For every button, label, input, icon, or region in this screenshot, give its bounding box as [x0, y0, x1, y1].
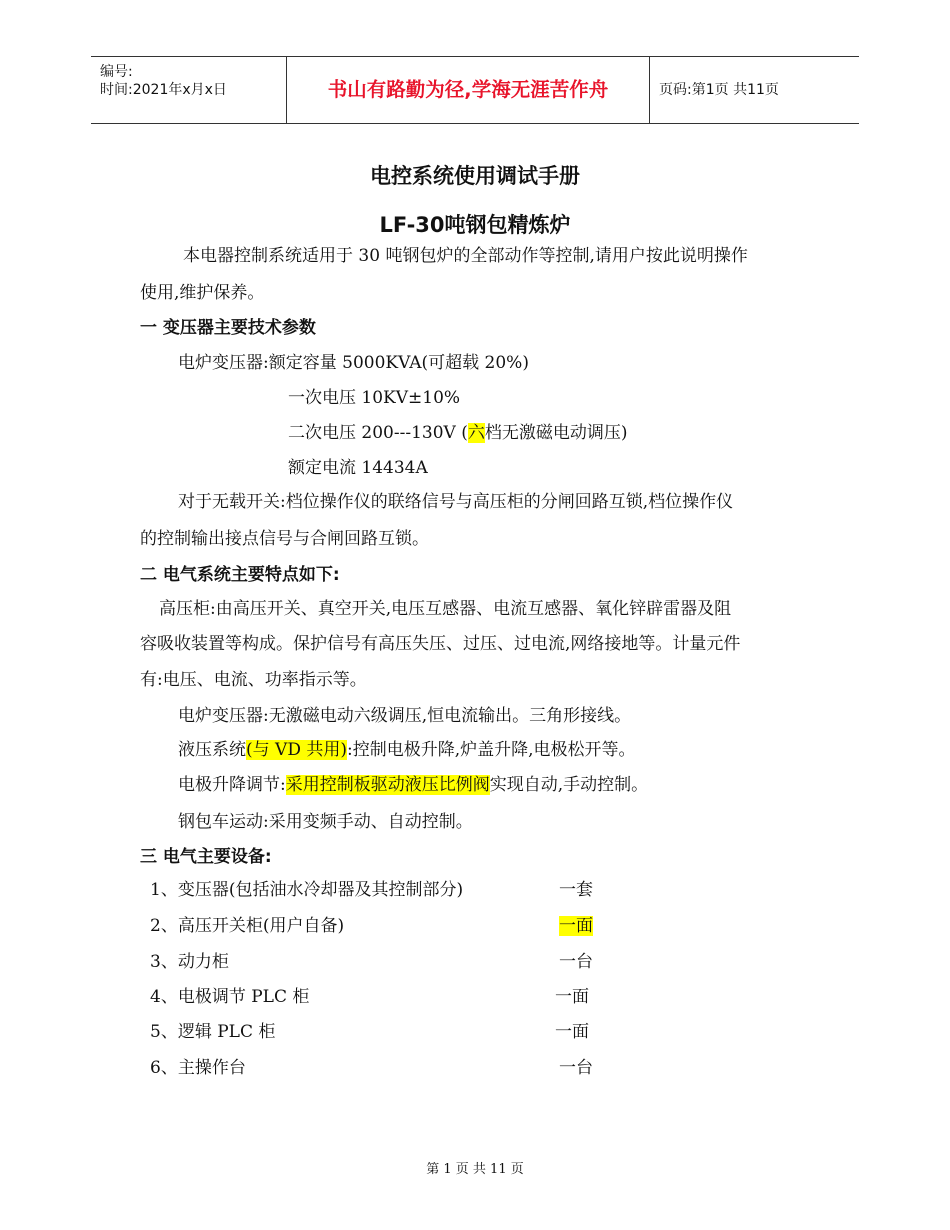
- equipment-item-name: 6、主操作台: [150, 1058, 246, 1078]
- equipment-item-name: 1、变压器(包括油水冷却器及其控制部分): [150, 880, 464, 900]
- section-3-heading: 三 电气主要设备:: [140, 847, 272, 867]
- hv-cabinet-line-3: 有:电压、电流、功率指示等。: [140, 670, 367, 690]
- document-subtitle: LF-30吨钢包精炼炉: [379, 213, 571, 237]
- intro-line-1: 本电器控制系统适用于 30 吨钢包炉的全部动作等控制,请用户按此说明操作: [183, 246, 748, 266]
- header-page-info: 页码:第1页 共11页: [659, 82, 779, 98]
- rated-current: 额定电流 14434A: [288, 458, 428, 478]
- equipment-item-name: 2、高压开关柜(用户自备): [150, 916, 345, 936]
- furnace-transformer-feature: 电炉变压器:无激磁电动六级调压,恒电流输出。三角形接线。: [178, 706, 632, 726]
- highlight-text: 六: [467, 423, 485, 443]
- header-motto: 书山有路勤为径,学海无涯苦作舟: [287, 57, 650, 123]
- highlight-text: 一面: [559, 916, 593, 936]
- secondary-voltage: 二次电压 200---130V (六档无激磁电动调压): [288, 423, 628, 443]
- equipment-item-name: 5、逻辑 PLC 柜: [150, 1022, 276, 1042]
- time-label: 时间:2021年x月x日: [100, 82, 227, 98]
- hydraulic-system-feature: 液压系统(与 VD 共用):控制电极升降,炉盖升降,电极松开等。: [178, 740, 636, 760]
- equipment-item-qty: 一套: [559, 880, 593, 900]
- equipment-item-qty: [559, 916, 593, 936]
- highlight-text: 采用控制板驱动液压比例阀: [285, 775, 490, 795]
- hv-cabinet-line-2: 容吸收装置等构成。保护信号有高压失压、过压、过电流,网络接地等。计量元件: [140, 634, 741, 654]
- no-load-switch-line-1: 对于无载开关:档位操作仪的联络信号与高压柜的分闸回路互锁,档位操作仪: [178, 492, 734, 512]
- no-load-switch-line-2: 的控制输出接点信号与合闸回路互锁。: [140, 529, 429, 549]
- primary-voltage: 一次电压 10KV±10%: [288, 388, 461, 408]
- transformer-capacity: 电炉变压器:额定容量 5000KVA(可超载 20%): [178, 353, 529, 373]
- hv-cabinet-line-1: 高压柜:由高压开关、真空开关,电压互感器、电流互感器、氧化锌辟雷器及阻: [159, 599, 732, 619]
- highlight-text: (与 VD 共用): [246, 740, 347, 760]
- equipment-item-qty: 一面: [555, 987, 589, 1007]
- code-label: 编号:: [100, 64, 133, 80]
- intro-line-2: 使用,维护保养。: [140, 283, 265, 303]
- section-1-heading: 一 变压器主要技术参数: [140, 318, 316, 338]
- document-title: 电控系统使用调试手册: [370, 164, 580, 188]
- equipment-item-qty: 一台: [559, 1058, 593, 1078]
- ladle-car-feature: 钢包车运动:采用变频手动、自动控制。: [178, 812, 473, 832]
- equipment-item-qty: 一台: [559, 952, 593, 972]
- equipment-item-name: 3、动力柜: [150, 952, 229, 972]
- page-header: [91, 56, 859, 124]
- section-2-heading: 二 电气系统主要特点如下:: [140, 565, 340, 585]
- equipment-item-qty: 一面: [555, 1022, 589, 1042]
- equipment-item-name: 4、电极调节 PLC 柜: [150, 987, 310, 1007]
- electrode-regulation-feature: 电极升降调节:采用控制板驱动液压比例阀实现自动,手动控制。: [178, 775, 649, 795]
- header-meta-cell: [91, 57, 287, 123]
- page-footer: 第 1 页 共 11 页: [426, 1162, 524, 1177]
